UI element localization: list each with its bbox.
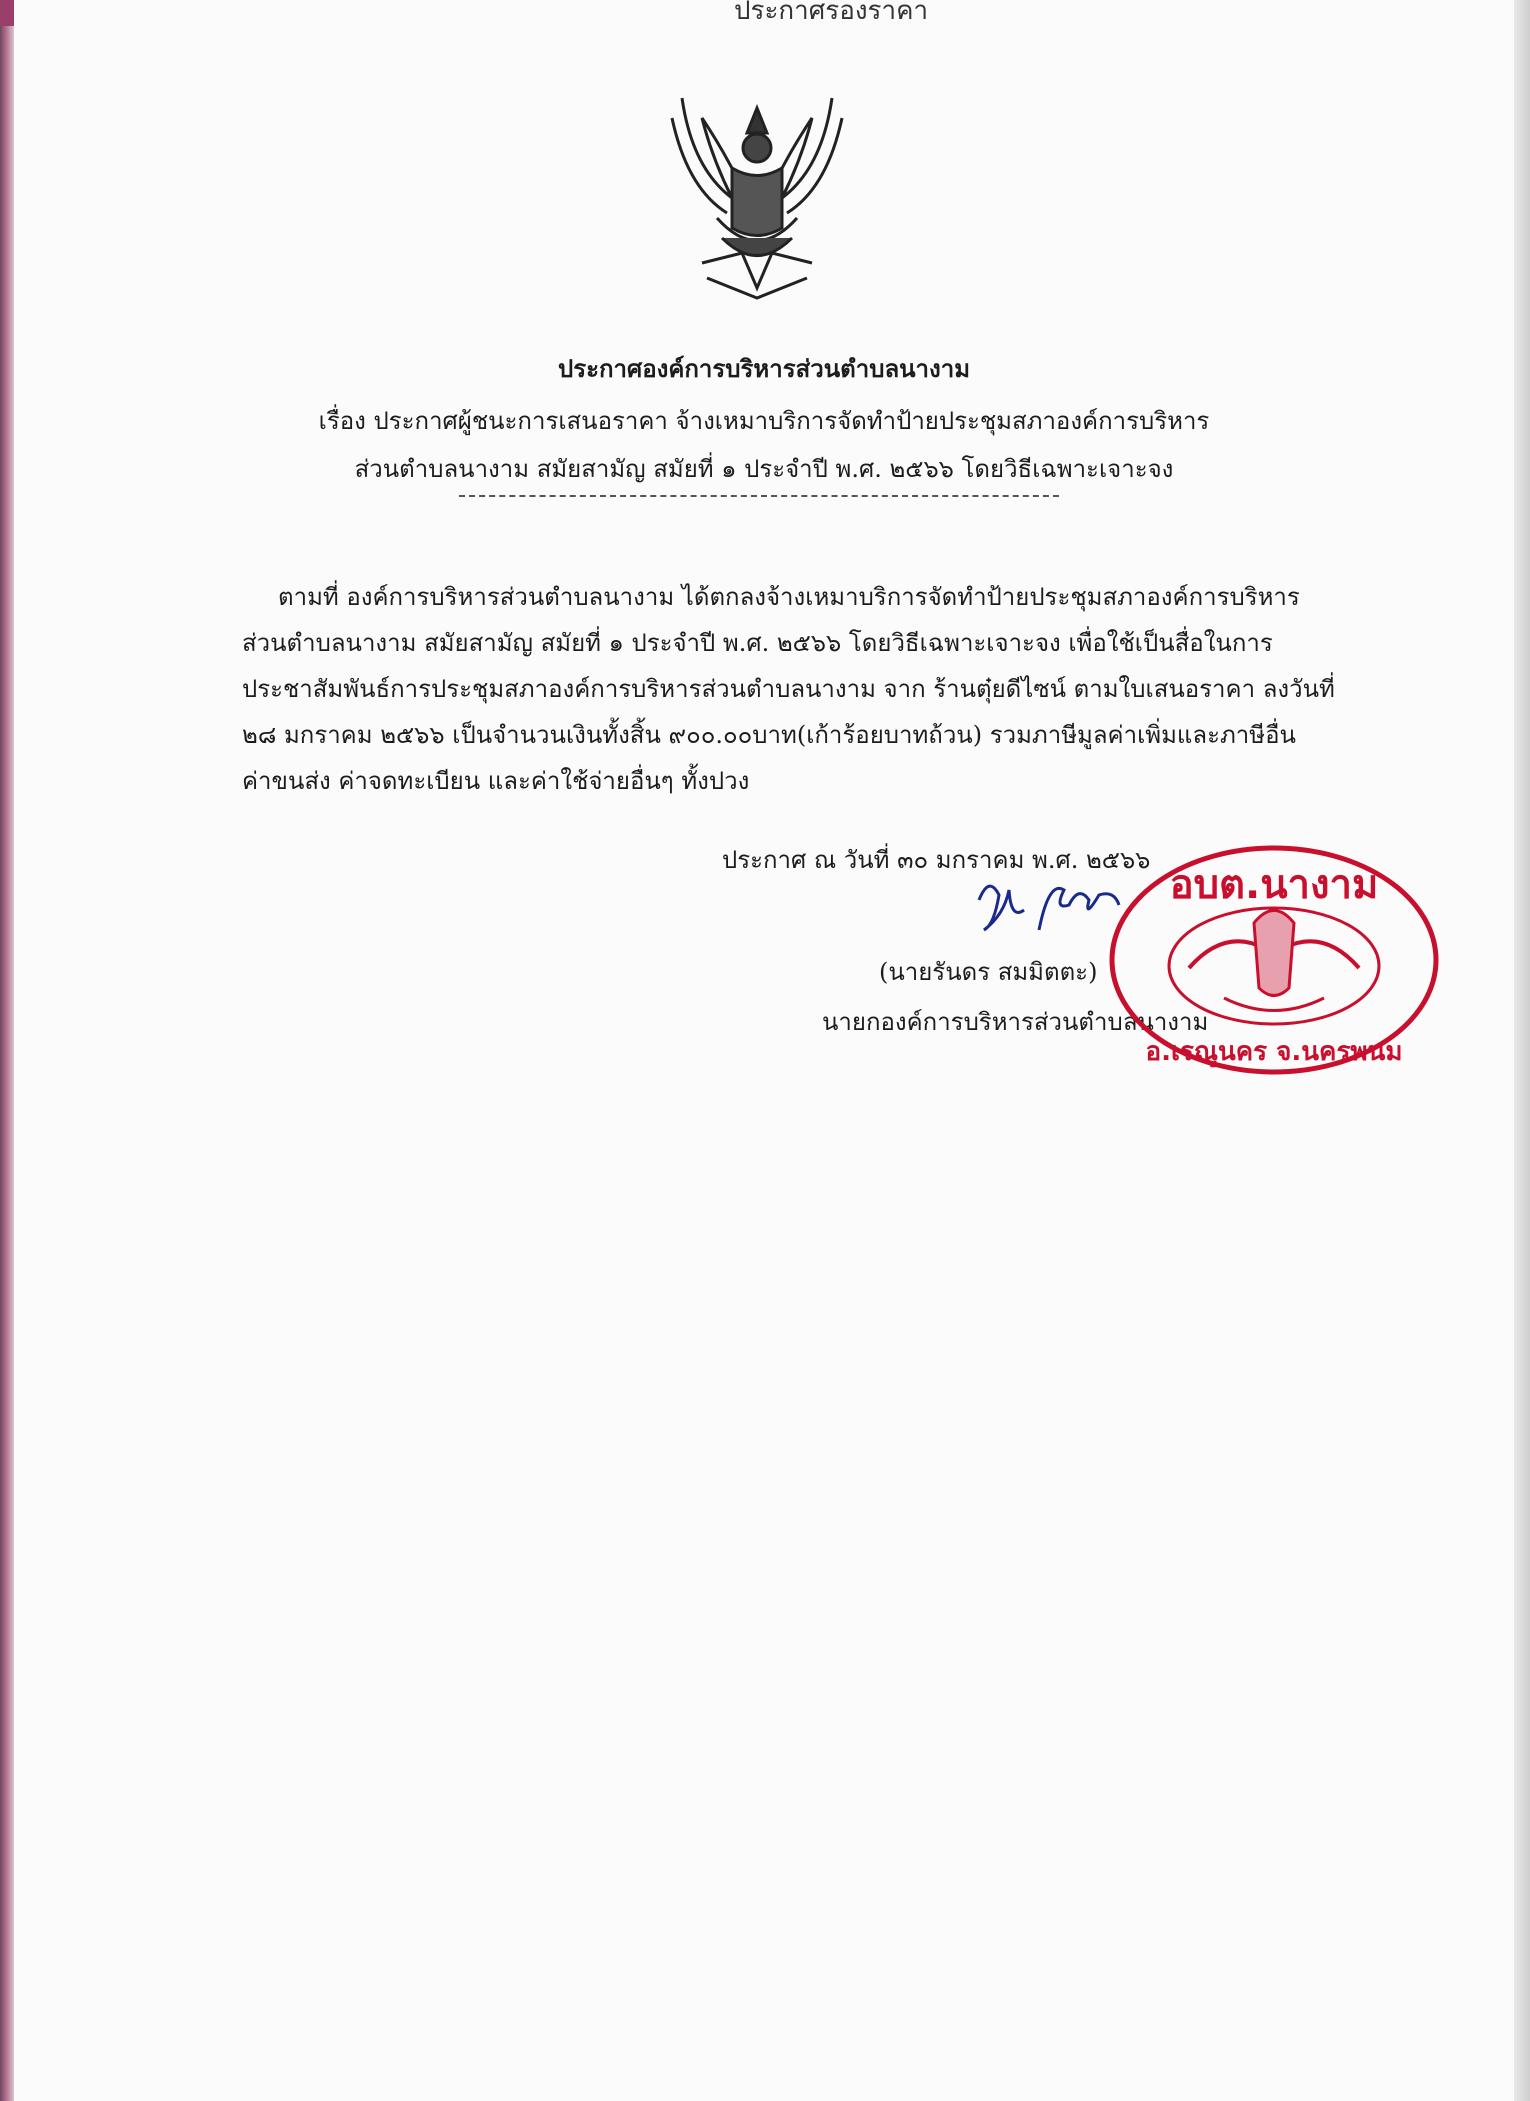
subject-line-2: ส่วนตำบลนางาม สมัยสามัญ สมัยที่ ๑ ประจำปี พ.ศ. ๒๕๖๖ โดยวิธีเฉพาะเจาะจง bbox=[354, 455, 1174, 483]
body-paragraph bbox=[242, 578, 1335, 800]
body-line: ๒๘ มกราคม ๒๕๖๖ เป็นจำนวนเงินทั้งสิ้น ๙๐๐.๐๐บาท(เก้าร้อยบาทถ้วน) รวมภาษีมูลค่าเพิ่มและภาษีอื่น bbox=[242, 721, 1296, 749]
document-page bbox=[14, 0, 1514, 2101]
body-line: ประชาสัมพันธ์การประชุมสภาองค์การบริหารส่วนตำบลนางาม จาก ร้านตุ๋ยดีไซน์ ตามใบเสนอราคา ลงวันที่ bbox=[242, 675, 1335, 703]
title-text: ประกาศองค์การบริหารส่วนตำบลนางาม bbox=[557, 354, 971, 383]
body-line: ตามที่ องค์การบริหารส่วนตำบลนางาม ได้ตกลงจ้างเหมาบริการจัดทำป้ายประชุมสภาองค์การบริหาร bbox=[278, 583, 1300, 611]
svg-text:อบต.นางาม: อบต.นางาม bbox=[1169, 862, 1379, 908]
subject-line-1: เรื่อง ประกาศผู้ชนะการเสนอราคา จ้างเหมาบริการจัดทำป้ายประชุมสภาองค์การบริหาร bbox=[318, 407, 1210, 435]
body-line: ค่าขนส่ง ค่าจดทะเบียน และค่าใช้จ่ายอื่นๆ ทั้งปวง bbox=[242, 767, 750, 795]
body-line: ส่วนตำบลนางาม สมัยสามัญ สมัยที่ ๑ ประจำปี พ.ศ. ๒๕๖๖ โดยวิธีเฉพาะเจาะจง เพื่อใช้เป็นสื่อในการ bbox=[242, 629, 1273, 657]
page-edge-left bbox=[0, 0, 14, 2101]
garuda-emblem-icon bbox=[662, 88, 852, 303]
top-cutoff-text: ประกาศรองราคา bbox=[734, 0, 929, 26]
signer-title: นายกองค์การบริหารส่วนตำบลนางาม bbox=[822, 1008, 1209, 1036]
page-edge-right bbox=[1514, 0, 1530, 2101]
signer-name: (นายรันดร สมมิตตะ) bbox=[879, 958, 1098, 986]
official-seal-icon bbox=[1104, 838, 1444, 1083]
divider bbox=[459, 495, 1059, 497]
svg-text:อ.เรณูนคร จ.นครพนม: อ.เรณูนคร จ.นครพนม bbox=[1145, 1037, 1403, 1067]
announcement-date: ประกาศ ณ วันที่ ๓๐ มกราคม พ.ศ. ๒๕๖๖ bbox=[722, 846, 1151, 874]
document-title bbox=[14, 352, 1514, 386]
